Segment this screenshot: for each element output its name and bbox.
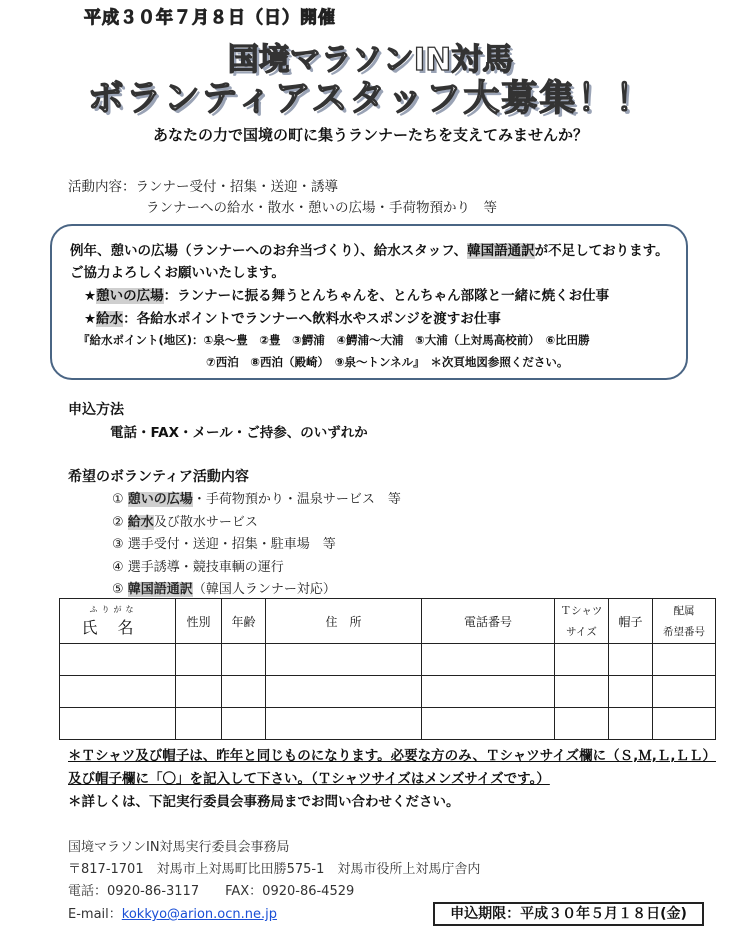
cell-phone[interactable] xyxy=(422,676,555,708)
option-item-3 xyxy=(112,533,336,552)
cell-address[interactable] xyxy=(266,676,422,708)
note-line1-text: ＊Ｔシャツ及び帽子は、昨年と同じものになります。必要な方のみ、Ｔシャツサイズ欄に（Ｓ,Ｍ,Ｌ,ＬＬ） xyxy=(68,748,716,764)
option-number: ② xyxy=(112,515,124,530)
option-text: 選手誘導・競技車輌の運行 xyxy=(127,560,284,575)
col-hat: 帽子 xyxy=(609,599,653,644)
cell-gender[interactable] xyxy=(176,676,222,708)
col-address: 住 所 xyxy=(266,599,422,644)
footer-address: 〒817-1701 対馬市上対馬町比田勝575-1 対馬市役所上対馬庁舎内 xyxy=(68,862,481,877)
notice-water: 給水 xyxy=(96,311,124,327)
cell-phone[interactable] xyxy=(422,708,555,740)
cell-hat[interactable] xyxy=(609,676,653,708)
option-item-2 xyxy=(112,511,258,530)
note-line2 xyxy=(68,767,550,787)
notice-water-points: 『給水ポイント(地区)：①泉～豊 ②豊 ③鰐浦 ④鰐浦～大浦 ⑤大浦（上対馬高校前） ⑥比田勝 xyxy=(78,333,590,347)
notice-line1-tail: が不足しております。 xyxy=(534,243,669,259)
cell-hat[interactable] xyxy=(609,708,653,740)
col-phone: 電話番号 xyxy=(422,599,555,644)
col-name xyxy=(60,599,176,644)
notice-rest-area: 憩いの広場 xyxy=(96,288,164,304)
options-heading: 希望のボランティア活動内容 xyxy=(68,469,249,485)
name-label: 氏名 xyxy=(81,618,154,637)
event-date: 平成３０年７月８日（日）開催 xyxy=(84,8,336,28)
option-text: 選手受付・送迎・招集・駐車場 等 xyxy=(127,537,336,552)
cell-hat[interactable] xyxy=(609,644,653,676)
cell-tshirt[interactable] xyxy=(555,644,609,676)
option-item-1 xyxy=(112,488,401,507)
notice-line2: ご協力よろしくお願いいたします。 xyxy=(70,265,285,281)
deadline-box: 申込期限：平成３０年５月１８日(金) xyxy=(433,902,704,926)
table-row xyxy=(60,708,716,740)
col-tshirt xyxy=(555,599,609,644)
cell-name[interactable] xyxy=(60,676,176,708)
cell-tshirt[interactable] xyxy=(555,708,609,740)
cell-name[interactable] xyxy=(60,644,176,676)
notice-box xyxy=(50,224,688,380)
notice-line1 xyxy=(70,239,669,259)
cell-age[interactable] xyxy=(222,708,266,740)
cell-address[interactable] xyxy=(266,644,422,676)
option-text: ・手荷物預かり・温泉サービス 等 xyxy=(192,492,401,507)
cell-assign[interactable] xyxy=(653,708,716,740)
notice-line4 xyxy=(84,307,501,327)
application-form-table xyxy=(59,598,716,740)
page-title: 国境マラソンIN対馬 xyxy=(227,42,514,78)
activities-line2: ランナーへの給水・散水・憩いの広場・手荷物預かり 等 xyxy=(146,200,497,216)
option-item-4 xyxy=(112,556,284,575)
col-age: 年齢 xyxy=(222,599,266,644)
footer-org: 国境マラソンIN対馬実行委員会事務局 xyxy=(68,840,290,855)
notice-line1-text: 例年、憩いの広場（ランナーへのお弁当づくり）、給水スタッフ、 xyxy=(70,243,468,259)
tshirt-label-2: サイズ xyxy=(566,626,597,638)
star-icon: ★ xyxy=(84,311,97,327)
option-bold: 韓国語通訳 xyxy=(127,582,193,597)
cell-assign[interactable] xyxy=(653,676,716,708)
cell-name[interactable] xyxy=(60,708,176,740)
star-icon: ★ xyxy=(84,288,97,304)
activities-line1: 活動内容：ランナー受付・招集・送迎・誘導 xyxy=(68,179,338,195)
name-ruby: ふりがな xyxy=(89,605,138,614)
cell-phone[interactable] xyxy=(422,644,555,676)
subtitle: あなたの力で国境の町に集うランナーたちを支えてみませんか？ xyxy=(152,126,588,144)
assign-label-1: 配属 xyxy=(673,605,695,617)
note-line1 xyxy=(68,744,716,764)
option-text: 及び散水サービス xyxy=(153,515,258,530)
footer-phone-fax: 電話：0920-86-3117 FAX：0920-86-4529 xyxy=(68,884,355,899)
table-row xyxy=(60,676,716,708)
option-text: （韓国人ランナー対応） xyxy=(192,582,336,597)
notice-line3 xyxy=(84,284,609,304)
option-number: ① xyxy=(112,492,124,507)
option-number: ⑤ xyxy=(112,582,124,597)
note-line3: ＊詳しくは、下記実行委員会事務局までお問い合わせください。 xyxy=(68,794,460,810)
col-gender: 性別 xyxy=(176,599,222,644)
cell-gender[interactable] xyxy=(176,708,222,740)
notice-korean-interpreter: 韓国語通訳 xyxy=(467,243,535,259)
notice-line3-text: ：ランナーに振る舞うとんちゃんを、とんちゃん部隊と一緒に焼くお仕事 xyxy=(163,288,610,304)
cell-gender[interactable] xyxy=(176,644,222,676)
table-header-row xyxy=(60,599,716,644)
cell-assign[interactable] xyxy=(653,644,716,676)
notice-water-points-2: ⑦西泊 ⑧西泊（殿崎） ⑨泉～トンネル』 ＊次頁地図参照ください。 xyxy=(206,355,569,369)
assign-label-2: 希望番号 xyxy=(663,626,705,638)
option-bold: 憩いの広場 xyxy=(127,492,193,507)
cell-age[interactable] xyxy=(222,676,266,708)
apply-heading: 申込方法 xyxy=(68,402,124,418)
email-link[interactable]: kokkyo@arion.ocn.ne.jp xyxy=(121,907,277,922)
col-assign xyxy=(653,599,716,644)
cell-tshirt[interactable] xyxy=(555,676,609,708)
option-item-5 xyxy=(112,578,336,597)
cell-address[interactable] xyxy=(266,708,422,740)
option-number: ④ xyxy=(112,560,124,575)
footer-email xyxy=(68,903,277,922)
email-label: E-mail： xyxy=(68,907,122,922)
tshirt-label-1: Ｔシャツ xyxy=(560,605,603,617)
option-number: ③ xyxy=(112,537,124,552)
apply-methods: 電話・FAX・メール・ご持参、のいずれか xyxy=(110,425,368,441)
cell-age[interactable] xyxy=(222,644,266,676)
page-title-recruit: ボランティアスタッフ大募集！！ xyxy=(87,78,654,119)
note-line2-text: 及び帽子欄に「〇」を記入して下さい。（Ｔシャツサイズはメンズサイズです。） xyxy=(68,771,550,787)
option-bold: 給水 xyxy=(127,515,154,530)
notice-line4-text: ：各給水ポイントでランナーへ飲料水やスポンジを渡すお仕事 xyxy=(123,311,501,327)
table-row xyxy=(60,644,716,676)
